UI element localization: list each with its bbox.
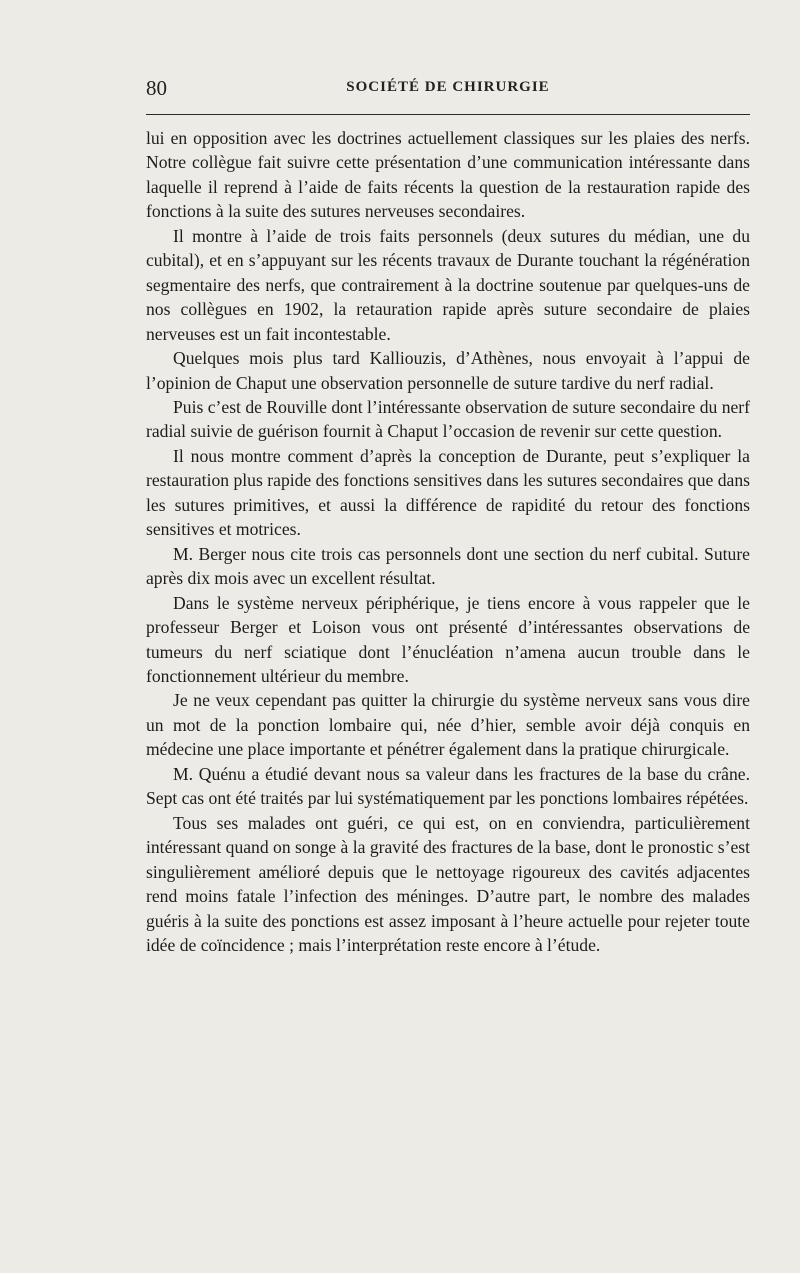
page-number: 80 [146, 76, 167, 100]
header-rule [146, 114, 750, 115]
paragraph: Dans le système nerveux périphérique, je tiens encore à vous rappeler que le professeur Berger et Loison vous ont présenté d’intéressantes observations de tumeurs du nerf sciatique dont l’énucléation n’amena aucun trouble dans le fonctionnement ultérieur du membre. [146, 592, 750, 686]
paragraph: Il montre à l’aide de trois faits personnels (deux sutures du médian, une du cubital), et en s’appuyant sur les récents travaux de Durante touchant la régénération segmentaire des nerfs, que contrairement à la doctrine soutenue par quelques-uns de nos collègues en 1902, la retauration rapide après suture secondaire de plaies nerveuses est un fait incontestable. [146, 225, 750, 344]
paragraph: Il nous montre comment d’après la conception de Durante, peut s’expliquer la restauration plus rapide des fonctions sensitives dans les sutures secondaires que dans les sutures primitives, et aussi la différence de rapidité du retour des fonctions sensitives et motrices. [146, 445, 750, 540]
paragraph: M. Quénu a étudié devant nous sa valeur dans les fractures de la base du crâne. Sept cas ont été traités par lui systématiquement par les ponctions lombaires répétées. [146, 763, 750, 809]
page-header [146, 76, 750, 104]
paragraph: Tous ses malades ont guéri, ce qui est, on en conviendra, particulièrement intéressant quand on songe à la gravité des fractures de la base, dont le pronostic s’est singulièrement amélioré depuis que le nettoyage rigoureux des cavités adjacentes rend moins fatale l’infection des méninges. D’autre part, le nombre des malades guéris à la suite des ponctions est assez imposant à l’heure actuelle pour rejeter toute idée de coïncidence ; mais l’interprétation reste encore à l’étude. [146, 812, 750, 955]
body-text [146, 126, 750, 957]
paragraph: Je ne veux cependant pas quitter la chirurgie du système nerveux sans vous dire un mot de la ponction lombaire qui, née d’hier, semble avoir déjà conquis en médecine une place importante et pénétrer également dans la pratique chirurgicale. [146, 690, 750, 760]
paragraph: lui en opposition avec les doctrines actuellement classiques sur les plaies des nerfs. Notre collègue fait suivre cette présentation d’une communication intéressante dans laquelle il reprend à l’aide de faits récents la question de la restauration rapide des fonctions à la suite des sutures nerveuses secondaires. [146, 128, 750, 222]
paragraph: M. Berger nous cite trois cas personnels dont une section du nerf cubital. Suture après dix mois avec un excellent résultat. [146, 543, 750, 589]
paragraph: Quelques mois plus tard Kalliouzis, d’Athènes, nous envoyait à l’appui de l’opinion de Chaput une observation personnelle de suture tardive du nerf radial. [146, 348, 750, 393]
running-title: SOCIÉTÉ DE CHIRURGIE [346, 79, 550, 95]
paragraph: Puis c’est de Rouville dont l’intéressante observation de suture secondaire du nerf radial suivie de guérison fournit à Chaput l’occasion de revenir sur cette question. [146, 396, 751, 442]
